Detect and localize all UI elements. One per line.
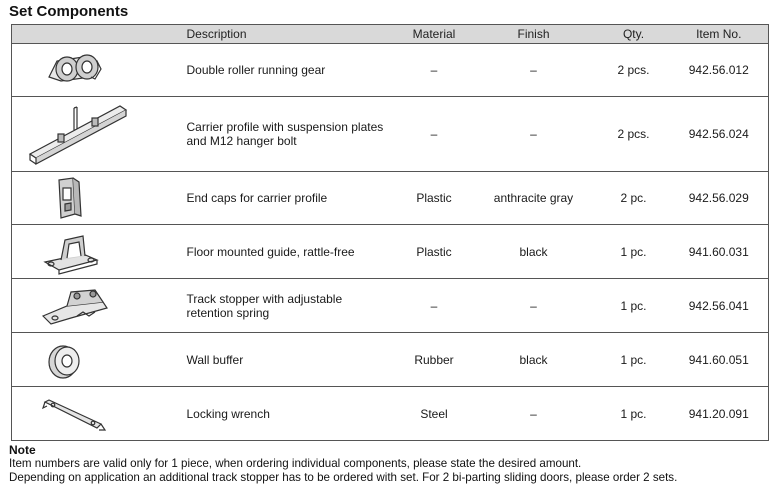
page-title: Set Components bbox=[9, 3, 129, 20]
material-cell: – bbox=[399, 44, 470, 97]
finish-cell: – bbox=[470, 97, 598, 172]
header-image bbox=[12, 25, 183, 44]
finish-cell: black bbox=[470, 333, 598, 387]
item-no-cell: 941.60.051 bbox=[670, 333, 769, 387]
description-line: retention spring bbox=[186, 305, 270, 320]
description-line: Carrier profile with suspension plates bbox=[186, 120, 384, 134]
item-no-cell: 941.20.091 bbox=[670, 387, 769, 441]
table-row bbox=[12, 44, 769, 97]
wall-buffer-icon bbox=[37, 336, 157, 384]
qty-cell: 2 pc. bbox=[598, 172, 670, 225]
material-cell: – bbox=[399, 279, 470, 333]
table-row bbox=[12, 97, 769, 172]
description-line: Track stopper with adjustable bbox=[186, 291, 343, 306]
double-roller-running-gear-icon bbox=[37, 47, 157, 93]
image-cell bbox=[12, 333, 183, 387]
table-row bbox=[12, 279, 769, 333]
material-cell: Steel bbox=[399, 387, 470, 441]
image-cell bbox=[12, 172, 183, 225]
image-cell bbox=[12, 387, 183, 441]
material-cell: Plastic bbox=[399, 225, 470, 279]
note-line: Depending on application an additional track stopper has to be ordered with set. For 2 bi-parting sliding doors, please order 2 sets. bbox=[9, 471, 678, 484]
floor-guide-icon bbox=[37, 228, 157, 276]
finish-cell: – bbox=[470, 279, 598, 333]
image-cell bbox=[12, 97, 183, 172]
description-cell: Floor mounted guide, rattle-free bbox=[183, 225, 399, 279]
finish-cell: anthracite gray bbox=[470, 172, 598, 225]
item-no-cell: 942.56.012 bbox=[670, 44, 769, 97]
header-finish: Finish bbox=[470, 25, 598, 44]
table-row bbox=[12, 225, 769, 279]
table-header-row bbox=[12, 25, 769, 44]
note-section bbox=[9, 443, 677, 485]
qty-cell: 1 pc. bbox=[598, 225, 670, 279]
header-item-no: Item No. bbox=[670, 25, 769, 44]
carrier-profile-icon bbox=[22, 100, 172, 168]
note-line: Item numbers are valid only for 1 piece, when ordering individual components, please state the desired amount. bbox=[9, 457, 582, 470]
qty-cell: 1 pc. bbox=[598, 387, 670, 441]
table-row bbox=[12, 387, 769, 441]
components-table bbox=[11, 24, 769, 441]
description-cell: Wall buffer bbox=[183, 333, 399, 387]
finish-cell: black bbox=[470, 225, 598, 279]
note-title: Note bbox=[9, 443, 36, 457]
image-cell bbox=[12, 279, 183, 333]
description-cell: Double roller running gear bbox=[183, 44, 399, 97]
qty-cell: 2 pcs. bbox=[598, 97, 670, 172]
finish-cell: – bbox=[470, 387, 598, 441]
header-description: Description bbox=[183, 25, 399, 44]
image-cell bbox=[12, 44, 183, 97]
header-qty: Qty. bbox=[598, 25, 670, 44]
qty-cell: 1 pc. bbox=[598, 279, 670, 333]
description-line: and M12 hanger bolt bbox=[186, 134, 297, 148]
header-material: Material bbox=[399, 25, 470, 44]
material-cell: Plastic bbox=[399, 172, 470, 225]
table-row bbox=[12, 333, 769, 387]
qty-cell: 2 pcs. bbox=[598, 44, 670, 97]
finish-cell: – bbox=[470, 44, 598, 97]
table-row bbox=[12, 172, 769, 225]
material-cell: – bbox=[399, 97, 470, 172]
description-cell bbox=[183, 279, 399, 333]
description-cell bbox=[183, 97, 399, 172]
locking-wrench-icon bbox=[37, 390, 157, 438]
description-cell: Locking wrench bbox=[183, 387, 399, 441]
item-no-cell: 942.56.041 bbox=[670, 279, 769, 333]
item-no-cell: 941.60.031 bbox=[670, 225, 769, 279]
description-cell: End caps for carrier profile bbox=[183, 172, 399, 225]
end-cap-icon bbox=[37, 174, 157, 222]
image-cell bbox=[12, 225, 183, 279]
item-no-cell: 942.56.029 bbox=[670, 172, 769, 225]
track-stopper-icon bbox=[37, 282, 157, 330]
qty-cell: 1 pc. bbox=[598, 333, 670, 387]
material-cell: Rubber bbox=[399, 333, 470, 387]
item-no-cell: 942.56.024 bbox=[670, 97, 769, 172]
